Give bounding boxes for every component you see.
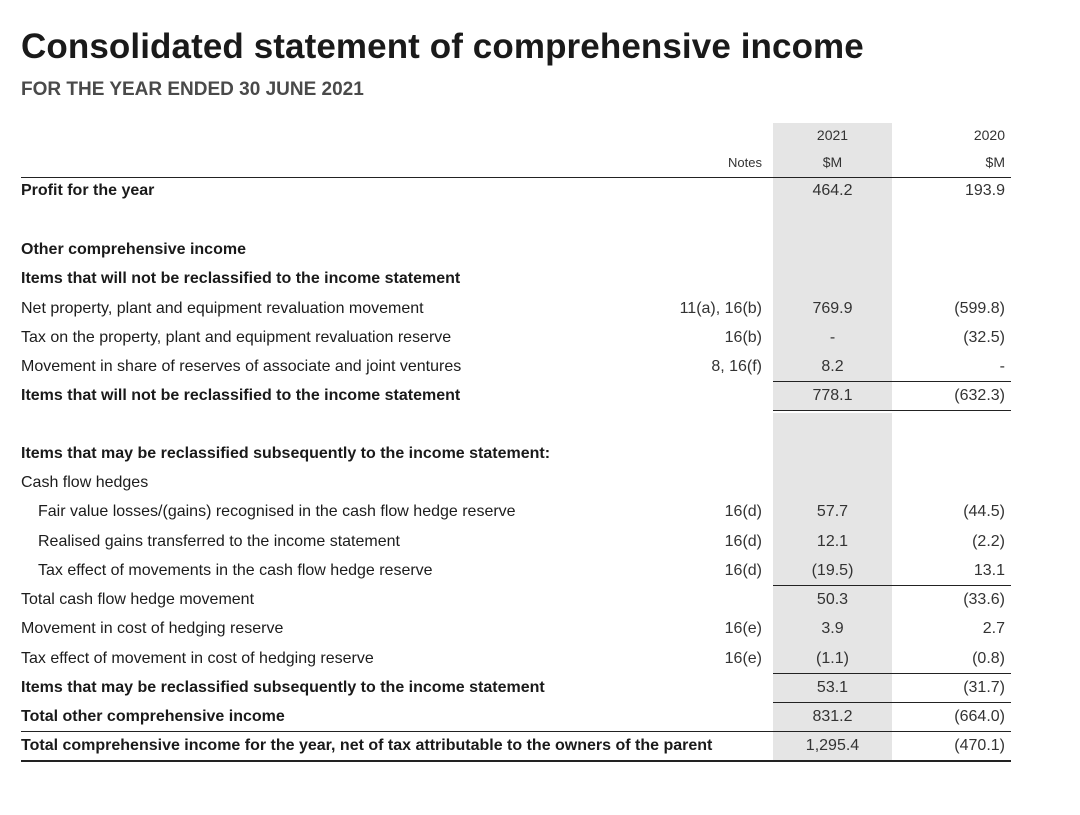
row-note: 16(e)	[724, 620, 762, 637]
row-note: 16(b)	[724, 329, 762, 346]
header-units-row	[0, 148, 1080, 177]
row-note: 8, 16(f)	[711, 358, 762, 375]
column-unit-2021: $M	[822, 154, 843, 170]
row-label: Movement in share of reserves of associate and joint ventures	[21, 358, 462, 375]
value-2020: 2.7	[982, 620, 1005, 637]
page-subtitle: FOR THE YEAR ENDED 30 JUNE 2021	[21, 79, 364, 100]
header-years-row	[0, 121, 1080, 150]
table-row	[0, 731, 1080, 760]
value-2020: (632.3)	[954, 387, 1005, 404]
table-row	[0, 235, 1080, 264]
row-label: Total other comprehensive income	[21, 708, 285, 725]
table-row	[0, 644, 1080, 673]
row-label: Movement in cost of hedging reserve	[21, 620, 284, 637]
row-label: Cash flow hedges	[21, 474, 149, 491]
row-label: Items that may be reclassified subsequently to the income statement	[21, 679, 545, 696]
table-row	[0, 497, 1080, 526]
value-2020: (2.2)	[972, 533, 1005, 550]
value-2021: 53.1	[816, 679, 849, 696]
row-label: Other comprehensive income	[21, 241, 246, 258]
value-2021: 12.1	[816, 533, 849, 550]
value-2020: -	[999, 358, 1005, 375]
table-row	[0, 468, 1080, 497]
row-label: Net property, plant and equipment revaluation movement	[21, 300, 424, 317]
subtotal-rule	[773, 410, 1011, 411]
table-row	[0, 352, 1080, 381]
value-2020: (33.6)	[963, 591, 1005, 608]
column-unit-2020: $M	[985, 154, 1005, 170]
value-2021: 769.9	[812, 300, 853, 317]
row-label: Items that may be reclassified subsequently to the income statement:	[21, 445, 551, 462]
table-row	[0, 264, 1080, 293]
row-label: Items that will not be reclassified to the income statement	[21, 270, 461, 287]
row-label: Tax on the property, plant and equipment revaluation reserve	[21, 329, 452, 346]
column-header-2021: 2021	[816, 127, 849, 143]
value-2021: 464.2	[812, 182, 853, 199]
table-row	[0, 176, 1080, 205]
row-label: Total cash flow hedge movement	[21, 591, 255, 608]
row-label: Tax effect of movement in cost of hedging reserve	[21, 650, 374, 667]
table-row	[0, 702, 1080, 731]
value-2021: 831.2	[812, 708, 853, 725]
row-label: Fair value losses/(gains) recognised in the cash flow hedge reserve	[38, 503, 516, 520]
table-row	[0, 439, 1080, 468]
value-2021: 1,295.4	[805, 737, 860, 754]
value-2020: (470.1)	[954, 737, 1005, 754]
value-2021: (1.1)	[816, 650, 849, 667]
row-label: Items that will not be reclassified to the income statement	[21, 387, 461, 404]
column-header-2020: 2020	[973, 127, 1005, 143]
value-2020: 13.1	[973, 562, 1005, 579]
grand-total-rule	[21, 760, 1011, 762]
table-row	[0, 673, 1080, 702]
table-row	[0, 527, 1080, 556]
table-row	[0, 614, 1080, 643]
page-title: Consolidated statement of comprehensive income	[21, 27, 864, 66]
row-label: Tax effect of movements in the cash flow hedge reserve	[38, 562, 433, 579]
column-header-notes: Notes	[728, 155, 762, 170]
table-row	[0, 381, 1080, 410]
value-2020: 193.9	[964, 182, 1005, 199]
value-2021: 57.7	[816, 503, 849, 520]
value-2021: 3.9	[821, 620, 844, 637]
table-row	[0, 323, 1080, 352]
value-2020: (31.7)	[963, 679, 1005, 696]
table-row	[0, 556, 1080, 585]
value-2021: 50.3	[816, 591, 849, 608]
row-note: 16(e)	[724, 650, 762, 667]
value-2020: (44.5)	[963, 503, 1005, 520]
value-2021: -	[829, 329, 836, 346]
value-2020: (32.5)	[963, 329, 1005, 346]
row-note: 16(d)	[724, 562, 762, 579]
value-2021: 8.2	[821, 358, 844, 375]
row-label: Total comprehensive income for the year, net of tax attributable to the owners of the parent	[21, 737, 713, 754]
table-row	[0, 294, 1080, 323]
value-2020: (0.8)	[972, 650, 1005, 667]
row-note: 16(d)	[724, 533, 762, 550]
value-2021: 778.1	[812, 387, 853, 404]
row-label: Realised gains transferred to the income statement	[38, 533, 400, 550]
row-label: Profit for the year	[21, 182, 155, 199]
row-note: 16(d)	[724, 503, 762, 520]
value-2021: (19.5)	[811, 562, 854, 579]
value-2020: (599.8)	[954, 300, 1005, 317]
row-note: 11(a), 16(b)	[679, 300, 762, 317]
value-2020: (664.0)	[954, 708, 1005, 725]
table-row	[0, 585, 1080, 614]
